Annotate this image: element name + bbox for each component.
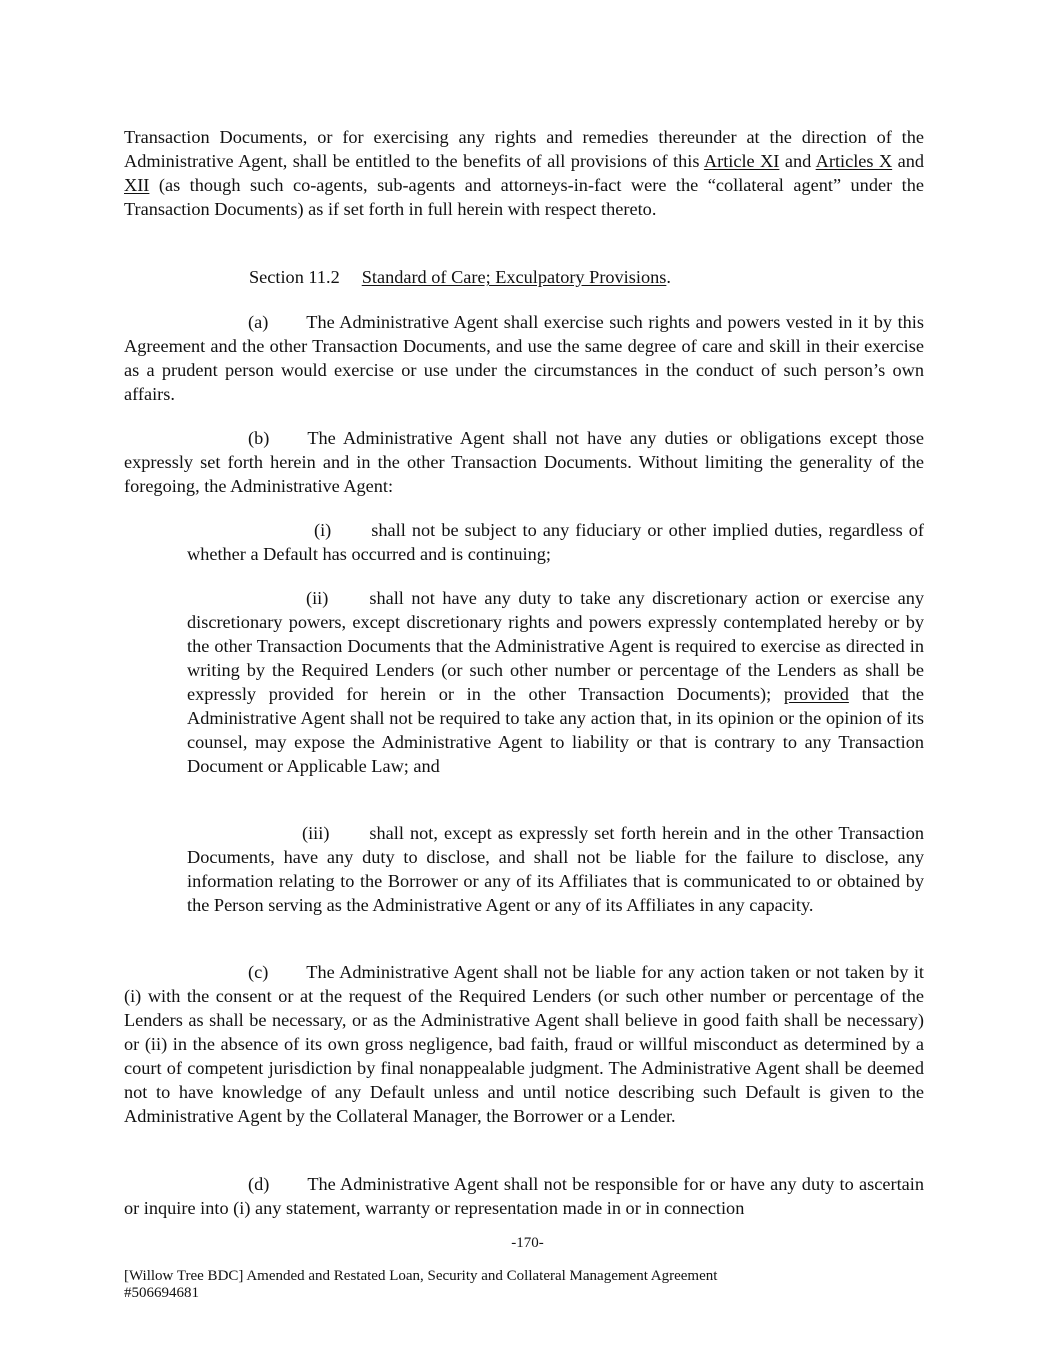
subparagraph-text: that the Administrative Agent shall not be required to take any action that, in its opinion or the opinion of its counsel, may expose the Administrative Agent to liability or that is contrary to any Transaction Document or Applicable Law; and	[187, 684, 924, 776]
subparagraph-text: shall not be subject to any fiduciary or other implied duties, regardless of whether a Default has occurred and is continuing;	[187, 520, 924, 564]
paragraph-text: The Administrative Agent shall not be responsible for or have any duty to ascertain or inquire into (i) any statement, warranty or representation made in or in connection	[124, 1174, 924, 1218]
paragraph-label: (d)	[248, 1174, 270, 1194]
subparagraph-text: shall not, except as expressly set forth herein and in the other Transaction Documents, have any duty to disclose, and shall not be liable for the failure to disclose, any information relating to the Borrower or any of its Affiliates that is communicated to or obtained by the Person serving as the Administrative Agent or any of its Affiliates in any capacity.	[187, 823, 924, 915]
paragraph-c	[124, 960, 924, 1128]
continuation-paragraph	[124, 125, 924, 221]
text-run: Transaction Documents, or for exercising any rights and remedies thereunder at the direction of the Administrative Agent, shall be entitled to the benefits of all provisions of this	[124, 127, 924, 171]
articles-x-reference: Articles X	[815, 151, 893, 171]
text-run: (as though such co-agents, sub-agents and attorneys-in-fact were the “collateral agent” under the Transaction Documents) as if set forth in full herein with respect thereto.	[124, 175, 924, 219]
footer-agreement-title: [Willow Tree BDC] Amended and Restated Loan, Security and Collateral Management Agreement	[124, 1268, 718, 1284]
subparagraph-ii	[187, 586, 924, 778]
document-footer	[124, 1268, 924, 1302]
subparagraph-label: (i)	[314, 520, 332, 540]
paragraph-label: (c)	[248, 962, 269, 982]
paragraph-b	[124, 426, 924, 498]
subparagraph-i	[187, 518, 924, 566]
subparagraph-iii	[187, 821, 924, 917]
paragraph-a	[124, 310, 924, 406]
section-title: Standard of Care; Exculpatory Provisions	[361, 267, 667, 287]
paragraph-text: The Administrative Agent shall exercise such rights and powers vested in it by this Agreement and the other Transaction Documents, and use the same degree of care and skill in their exercise as a prudent person would exercise or use under the circumstances in the conduct of such person’s own affairs.	[124, 312, 924, 404]
footer-document-id: #506694681	[124, 1285, 199, 1301]
subparagraph-label: (iii)	[302, 823, 330, 843]
text-run: and	[892, 151, 925, 171]
subparagraph-label: (ii)	[306, 588, 329, 608]
section-number: Section 11.2	[249, 267, 340, 287]
page-number: -170-	[511, 1235, 544, 1251]
subparagraph-text: shall not have any duty to take any discretionary action or exercise any discretionary powers, except discretionary rights and powers expressly contemplated hereby or by the other Transaction Documents that the Administrative Agent is required to exercise as directed in writing by the Required Lenders (or such other number or percentage of the Lenders as shall be expressly provided for herein or in the other Transaction Documents);	[187, 588, 924, 704]
paragraph-label: (a)	[248, 312, 269, 332]
paragraph-text: The Administrative Agent shall not be liable for any action taken or not taken by it (i) with the consent or at the request of the Required Lenders (or such other number or percentage of the Lenders as shall be necessary, or as the Administrative Agent shall believe in good faith shall be necessary) or (ii) in the absence of its own gross negligence, bad faith, fraud or willful misconduct as determined by a court of competent jurisdiction by final nonappealable judgment. The Administrative Agent shall be deemed not to have knowledge of any Default unless and until notice describing such Default is given to the Administrative Agent by the Collateral Manager, the Borrower or a Lender.	[124, 962, 924, 1126]
article-xi-reference: Article XI	[703, 151, 780, 171]
paragraph-label: (b)	[248, 428, 270, 448]
paragraph-text: The Administrative Agent shall not have any duties or obligations except those expressly set forth herein and in the other Transaction Documents. Without limiting the generality of the foregoing, the Administrative Agent:	[124, 428, 924, 496]
provided-term: provided	[783, 684, 849, 704]
article-xii-reference: XII	[124, 175, 150, 195]
section-heading	[249, 265, 949, 289]
paragraph-d	[124, 1172, 924, 1220]
section-title-punctuation: .	[666, 267, 671, 287]
text-run: and	[779, 151, 816, 171]
